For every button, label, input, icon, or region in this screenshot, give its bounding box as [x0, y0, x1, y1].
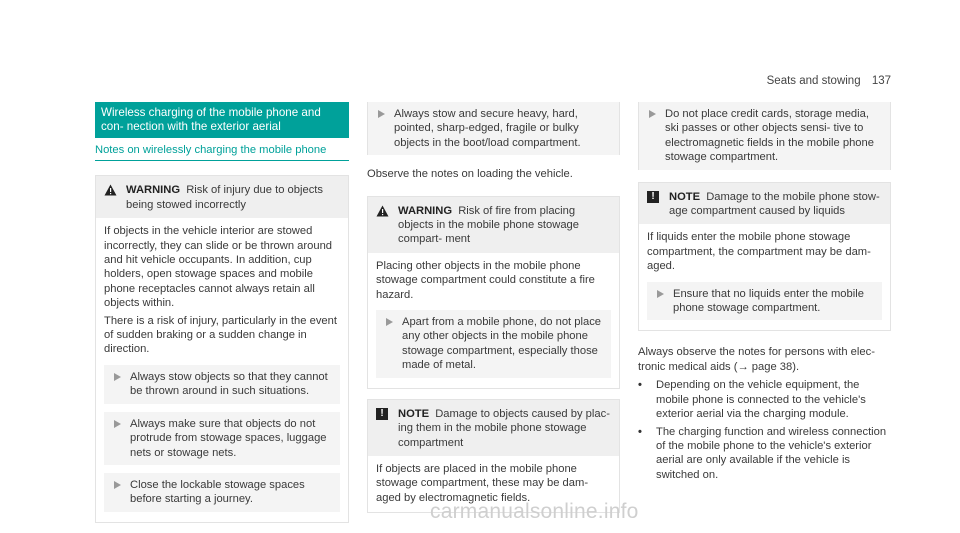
warning-header: [368, 197, 619, 253]
action-arrow-icon: [104, 478, 130, 507]
action-arrow-icon: [104, 370, 130, 399]
action-item: [639, 102, 890, 170]
list-item: • Depending on the vehicle equipment, the mobile phone is connected to the vehicle's exterior aerial via the charging module.: [638, 378, 891, 421]
action-arrow-icon: [647, 287, 673, 316]
section-title: Wireless charging of the mobile phone and con- nection with the exterior aerial: [95, 102, 349, 138]
note-paragraph: If objects are placed in the mobile phone stowage compartment, these may be dam- aged by electromagnetic fields.: [376, 462, 589, 504]
action-item: [104, 473, 340, 512]
subsection-title: Notes on wirelessly charging the mobile phone: [95, 138, 349, 161]
action-text: Do not place credit cards, storage media, ski passes or other objects sensi- tive to electromagnetic fields in the mobile phone stowage compartment.: [665, 108, 874, 164]
action-arrow-icon: [639, 107, 665, 165]
warning-heading: Risk of injury due to objects being stowed incorrectly: [126, 184, 323, 211]
list-item-text: Depending on the vehicle equipment, the mobile phone is connected to the vehicle's exterior aerial via the charging module.: [656, 379, 866, 421]
warning-triangle-icon: [376, 204, 398, 217]
note-header: [368, 400, 619, 456]
page-number: 137: [871, 75, 891, 87]
action-item: [104, 412, 340, 465]
bullet-list: [638, 378, 891, 482]
action-arrow-icon: [376, 315, 402, 373]
note-header: [639, 183, 890, 225]
note-icon: !: [376, 408, 388, 420]
warning-paragraph: If objects in the vehicle interior are stowed incorrectly, they can slide or be thrown around and hit vehicle occupants. In addition, cup holders, open stowage spaces and mobile phone receptacles cannot always retain all objects within.: [104, 225, 333, 310]
action-item: [647, 282, 882, 321]
warning-heading: Risk of fire from placing objects in the mobile phone stowage compart- ment: [398, 204, 579, 246]
action-text: Ensure that no liquids enter the mobile phone stowage compartment.: [673, 287, 864, 315]
warning-box: [367, 196, 620, 389]
action-text: Close the lockable stowage spaces before starting a journey.: [130, 478, 305, 506]
warning-triangle-icon: [104, 183, 126, 196]
action-text: Apart from a mobile phone, do not place any other objects in the mobile phone stowage compartment, especially those made of metal.: [402, 316, 602, 372]
action-item: [376, 310, 611, 378]
intro-text: Observe the notes on loading the vehicle.: [367, 168, 573, 181]
warning-label: WARNING: [126, 184, 181, 197]
action-text: Always stow objects so that they cannot be thrown around in such situations.: [130, 370, 328, 398]
note-box: [638, 182, 891, 332]
action-text: Always stow and secure heavy, hard, pointed, sharp-edged, fragile or bulky objects in the boot/load compartment.: [394, 108, 581, 149]
action-item: [104, 365, 340, 404]
watermark: carmanualsonline.info: [430, 500, 639, 523]
warning-header: [96, 176, 348, 218]
warning-body: [96, 218, 348, 522]
warning-body: [368, 253, 619, 388]
intro-text: Always observe the notes for persons with elec- tronic medical aids (→ page 38).: [638, 346, 875, 373]
page-header: [767, 74, 891, 88]
column-2: [367, 102, 620, 513]
warning-box: [95, 175, 349, 522]
action-arrow-icon: [368, 107, 394, 150]
note-label: NOTE: [669, 190, 701, 203]
note-heading: Damage to the mobile phone stow- age compartment caused by liquids: [669, 190, 880, 218]
warning-paragraph: There is a risk of injury, particularly in the event of sudden braking or a sudden change in direction.: [104, 314, 337, 356]
note-heading: Damage to objects caused by plac- ing them in the mobile phone stowage compartment: [398, 407, 610, 449]
action-item: [368, 102, 619, 155]
note-label: NOTE: [398, 407, 430, 420]
note-body: [639, 224, 890, 330]
continued-warning: [367, 102, 620, 155]
continued-note: [638, 102, 891, 170]
note-box: [367, 399, 620, 513]
column-1: [95, 102, 349, 523]
action-arrow-icon: [104, 417, 130, 460]
note-icon: !: [647, 191, 659, 203]
action-text: Always make sure that objects do not protrude from stowage spaces, luggage nets or stowage nets.: [130, 417, 327, 459]
warning-label: WARNING: [398, 204, 453, 217]
list-item: • The charging function and wireless connection of the mobile phone to the vehicle's exterior aerial are only available if the vehicle is switched on.: [638, 425, 891, 483]
list-item-text: The charging function and wireless connection of the mobile phone to the vehicle's exterior aerial are only available if the vehicle is switched on.: [656, 425, 887, 481]
page-header-title: Seats and stowing: [766, 75, 861, 87]
note-paragraph: If liquids enter the mobile phone stowage compartment, the compartment may be dam- aged.: [647, 231, 871, 273]
warning-paragraph: Placing other objects in the mobile phone stowage compartment could constitute a fire hazard.: [376, 259, 595, 301]
column-3: [638, 102, 891, 485]
